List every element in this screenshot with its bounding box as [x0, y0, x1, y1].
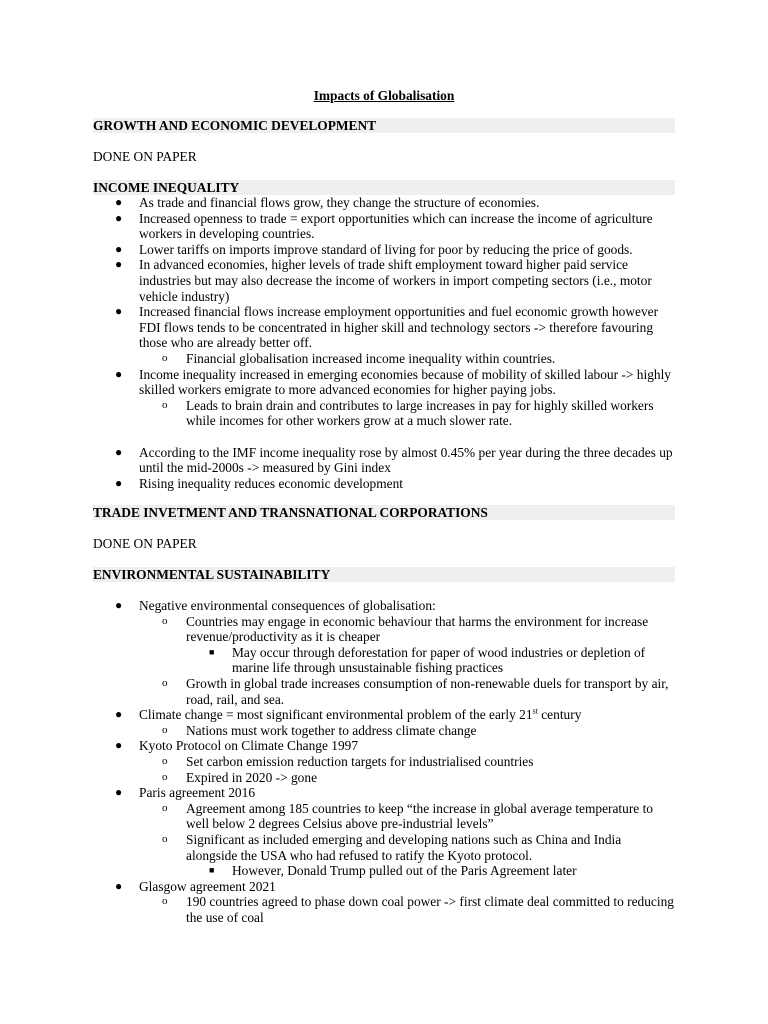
bullet-icon: ● — [115, 785, 123, 800]
circle-bullet-icon: o — [162, 676, 168, 689]
list-item: o Leads to brain drain and contributes to large increases in pay for highly skilled workers while incomes for other workers grow at a much slower rate. — [162, 397, 654, 429]
circle-bullet-icon: o — [162, 801, 168, 814]
list-item: ● Paris agreement 2016 — [115, 785, 256, 801]
bullet-icon: ● — [115, 878, 123, 893]
bullet-icon: ● — [115, 257, 123, 272]
document-title: Impacts of Globalisation — [313, 88, 455, 103]
bullet-icon: ● — [115, 475, 123, 490]
list-item: ● Income inequality increased in emerging economies because of mobility of skilled labour -> highly skilled workers emigrate to more advanced economies for higher paying jobs. — [115, 366, 671, 398]
list-item: o Growth in global trade increases consumption of non-renewable duels for transport by air, road, rail, and sea. — [162, 675, 669, 707]
list-item: o Set carbon emission reduction targets for industrialised countries — [162, 753, 534, 769]
heading-environmental-sustainability: ENVIRONMENTAL SUSTAINABILITY — [93, 567, 675, 582]
square-bullet-icon: ■ — [209, 865, 215, 876]
circle-bullet-icon: o — [162, 754, 168, 767]
growth-note: DONE ON PAPER — [93, 149, 197, 164]
trade-note: DONE ON PAPER — [93, 536, 197, 551]
list-item: ● Rising inequality reduces economic development — [115, 475, 404, 491]
list-item: ● Climate change = most significant environmental problem of the early 21st century — [115, 706, 582, 723]
list-item: ● As trade and financial flows grow, they change the structure of economies. — [115, 195, 540, 210]
income-inequality-list — [93, 195, 675, 491]
circle-bullet-icon: o — [162, 614, 168, 627]
circle-bullet-icon: o — [162, 351, 168, 364]
heading-trade: TRADE INVETMENT AND TRANSNATIONAL CORPORATIONS — [93, 505, 675, 520]
list-item: ■ May occur through deforestation for paper of wood industries or depletion of marine life through unsustainable fishing practices — [209, 644, 646, 676]
list-item: o Agreement among 185 countries to keep “the increase in global average temperature to well below 2 degrees Celsius above pre-industrial levels” — [162, 800, 653, 832]
bullet-icon: ● — [115, 241, 123, 256]
circle-bullet-icon: o — [162, 723, 168, 736]
list-item: o 190 countries agreed to phase down coal power -> first climate deal committed to reducing the use of coal — [162, 894, 674, 925]
list-item: ● Lower tariffs on imports improve standard of living for poor by reducing the price of goods. — [115, 241, 633, 257]
square-bullet-icon: ■ — [209, 646, 215, 657]
bullet-icon: ● — [115, 738, 123, 753]
bullet-icon: ● — [115, 366, 123, 381]
circle-bullet-icon: o — [162, 398, 168, 411]
bullet-icon: ● — [115, 304, 123, 319]
list-item: ● Glasgow agreement 2021 — [115, 878, 276, 894]
heading-growth: GROWTH AND ECONOMIC DEVELOPMENT — [93, 118, 675, 133]
list-item: o Financial globalisation increased income inequality within countries. — [162, 350, 556, 366]
list-item: ● According to the IMF income inequality rose by almost 0.45% per year during the three decades up until the mid-2000s -> measured by Gini index — [115, 444, 673, 476]
list-item: ● Negative environmental consequences of globalisation: — [115, 598, 436, 613]
list-item: ● In advanced economies, higher levels of trade shift employment toward higher paid service industries but may also decrease the income of workers in import competing sectors (i.e., motor vehicle industry) — [115, 257, 652, 304]
circle-bullet-icon: o — [162, 895, 168, 908]
list-item: ● Increased financial flows increase employment opportunities and fuel economic growth however FDI flows tends to be concentrated in higher skill and technology sectors -> therefore favouring those who are already better off. — [115, 304, 659, 351]
list-item: ● Increased openness to trade = export opportunities which can increase the income of agriculture workers in developing countries. — [115, 210, 653, 242]
bullet-icon: ● — [115, 598, 123, 612]
environment-list — [93, 598, 675, 925]
bullet-icon: ● — [115, 210, 123, 225]
list-item: ● Kyoto Protocol on Climate Change 1997 — [115, 738, 359, 754]
circle-bullet-icon: o — [162, 832, 168, 845]
heading-income-inequality: INCOME INEQUALITY — [93, 180, 675, 195]
bullet-icon: ● — [115, 444, 123, 459]
list-item: o Significant as included emerging and developing nations such as China and India alongside the USA who had refused to ratify the Kyoto protocol. — [162, 831, 622, 863]
list-item: o Countries may engage in economic behaviour that harms the environment for increase revenue/productivity as it is cheaper — [162, 613, 649, 645]
bullet-icon: ● — [115, 195, 123, 209]
list-item: o Expired in 2020 -> gone — [162, 769, 318, 785]
list-item: o Nations must work together to address climate change — [162, 722, 477, 738]
list-item: ■ However, Donald Trump pulled out of the Paris Agreement later — [209, 863, 577, 879]
circle-bullet-icon: o — [162, 770, 168, 783]
bullet-icon: ● — [115, 707, 123, 722]
